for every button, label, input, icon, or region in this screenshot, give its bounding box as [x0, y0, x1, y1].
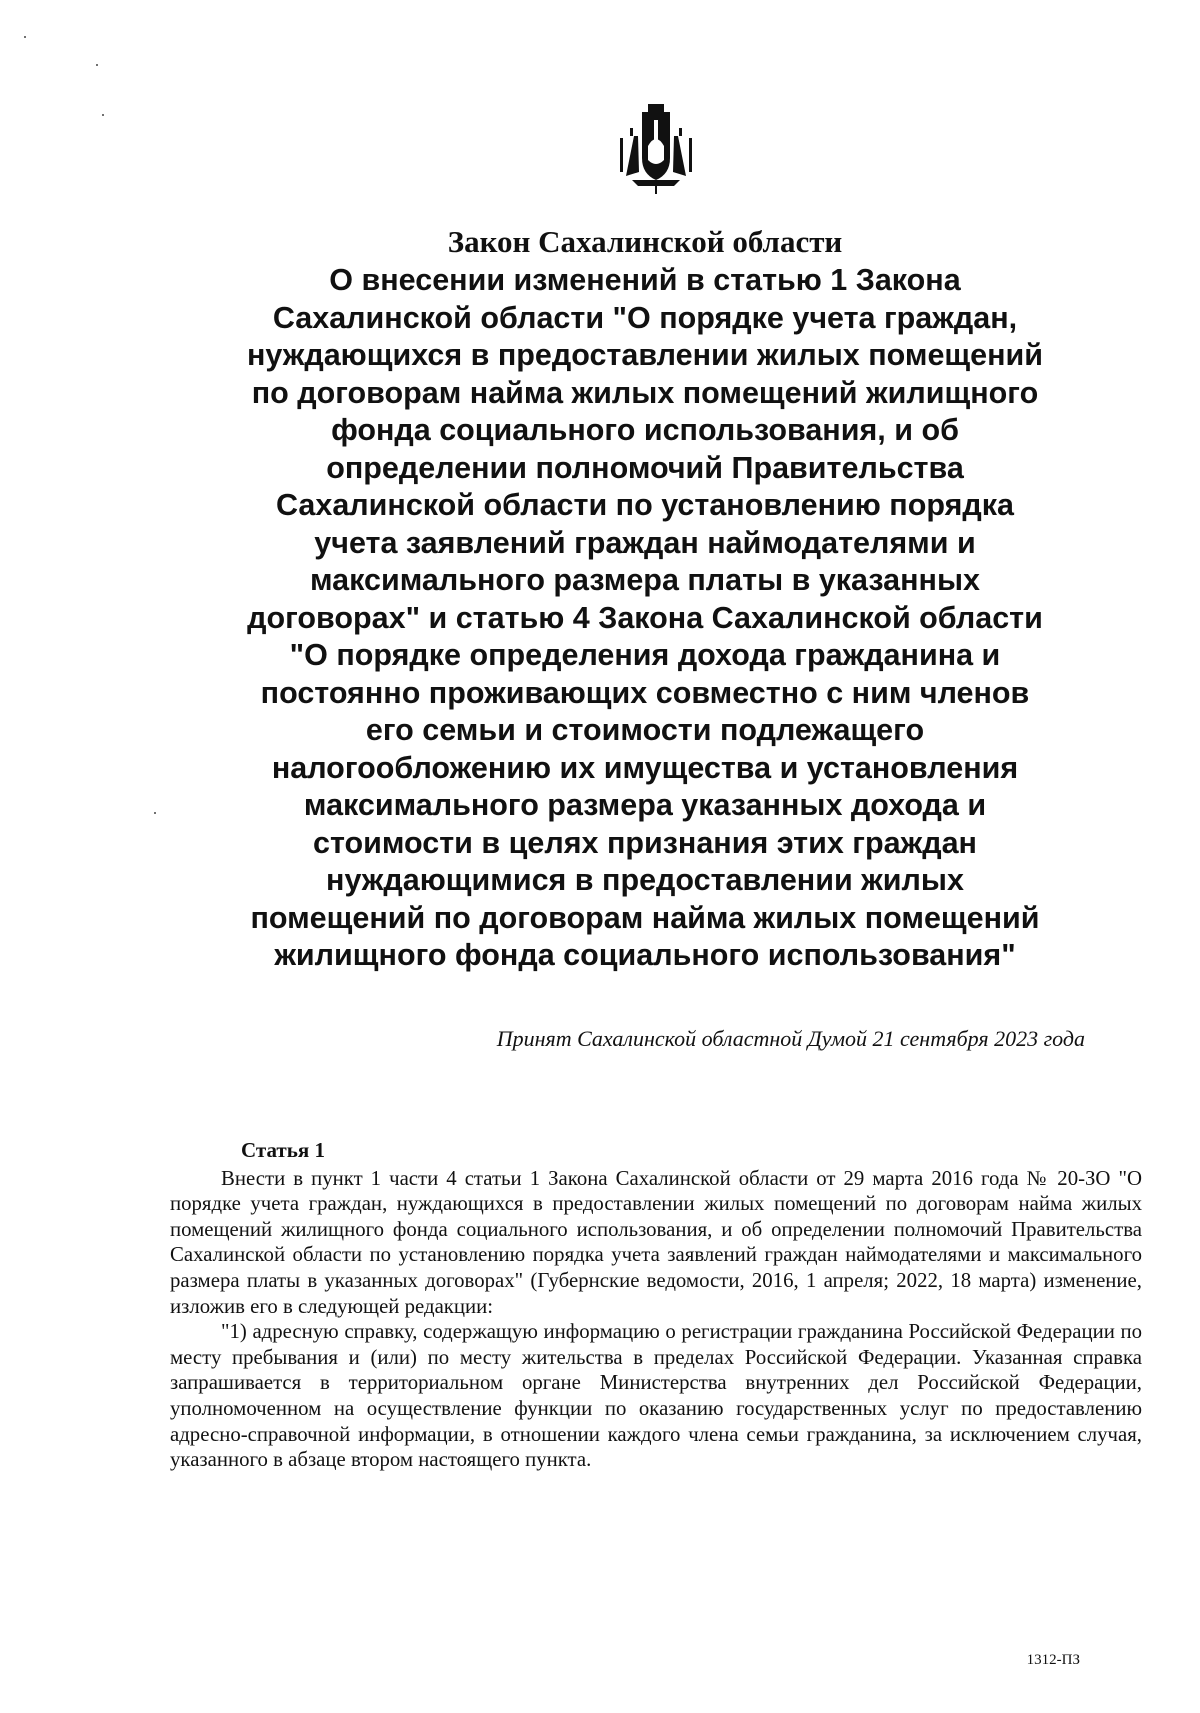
law-title-line: договорах" и статью 4 Закона Сахалинской области [247, 600, 1043, 635]
law-title-line: О внесении изменений в статью 1 Закона [329, 263, 961, 297]
law-title-line: максимального размера указанных дохода и [303, 788, 987, 822]
law-title-line: фонда социального использования, и об [331, 413, 959, 447]
scan-speck [96, 64, 98, 66]
law-title-line: жилищного фонда социального использования" [274, 938, 1016, 972]
law-title-line: определении полномочий Правительства [326, 450, 964, 485]
law-title-line: постоянно проживающих совместно с ним членов [260, 675, 1030, 710]
law-title-line: нуждающихся в предоставлении жилых помещений [246, 338, 1044, 372]
law-title-line: Сахалинской области "О порядке учета граждан, [272, 300, 1018, 335]
law-title-line: "О порядке определения дохода гражданина и [289, 638, 1001, 672]
page-code: 1312-ПЗ [1026, 1652, 1080, 1668]
scan-speck [154, 812, 156, 814]
law-heading: Закон Сахалинской области [447, 224, 843, 259]
law-title-line: его семьи и стоимости подлежащего [365, 713, 925, 747]
article-paragraph: Внести в пункт 1 части 4 статьи 1 Закона Сахалинской области от 29 марта 2016 года № 20-ЗО "О порядке учета граждан, нуждающихся в предоставлении жилых помещений по договорам найма жилых помещений жилищного фонда социального использования, и об определении полномочий Правительства Сахалинской области по установлению порядка учета заявлений граждан наймодателями и максимального размера платы в указанных договорах" (Губернские ведомости, 2016, 1 апреля; 2022, 18 марта) изменение, изложив его в следующей редакции: [170, 1166, 1142, 1318]
law-title-line: учета заявлений граждан наймодателями и [314, 525, 976, 560]
article-heading: Статья 1 [241, 1138, 325, 1162]
law-title-line: налогообложению их имущества и установления [271, 750, 1019, 785]
article-1 [170, 1138, 1142, 1473]
law-title-line: помещений по договорам найма жилых помещений [250, 900, 1040, 935]
law-title-line: стоимости в целях признания этих граждан [313, 825, 977, 860]
law-title [200, 262, 1090, 975]
law-title-line: нуждающимися в предоставлении жилых [326, 863, 964, 897]
law-title-line: Сахалинской области по установлению порядка [276, 488, 1014, 522]
coat-of-arms-icon [612, 102, 700, 194]
law-title-line: максимального размера платы в указанных [310, 563, 980, 597]
law-title-line: по договорам найма жилых помещений жилищного [251, 375, 1039, 410]
adoption-note: Принят Сахалинской областной Думой 21 сентября 2023 года [496, 1026, 1085, 1051]
law-title-block [200, 222, 1090, 975]
article-paragraph: "1) адресную справку, содержащую информацию о регистрации гражданина Российской Федерации по месту пребывания и (или) по месту жительства в пределах Российской Федерации. Указанная справка запрашивается в территориальном органе Министерства внутренних дел Российской Федерации, уполномоченном на осуществление функции по оказанию государственных услуг по предоставлению адресно-справочной информации, в отношении каждого члена семьи гражданина, за исключением случая, указанного в абзаце втором настоящего пункта. [170, 1320, 1142, 1472]
scan-speck [24, 36, 26, 38]
scan-speck [102, 114, 104, 116]
